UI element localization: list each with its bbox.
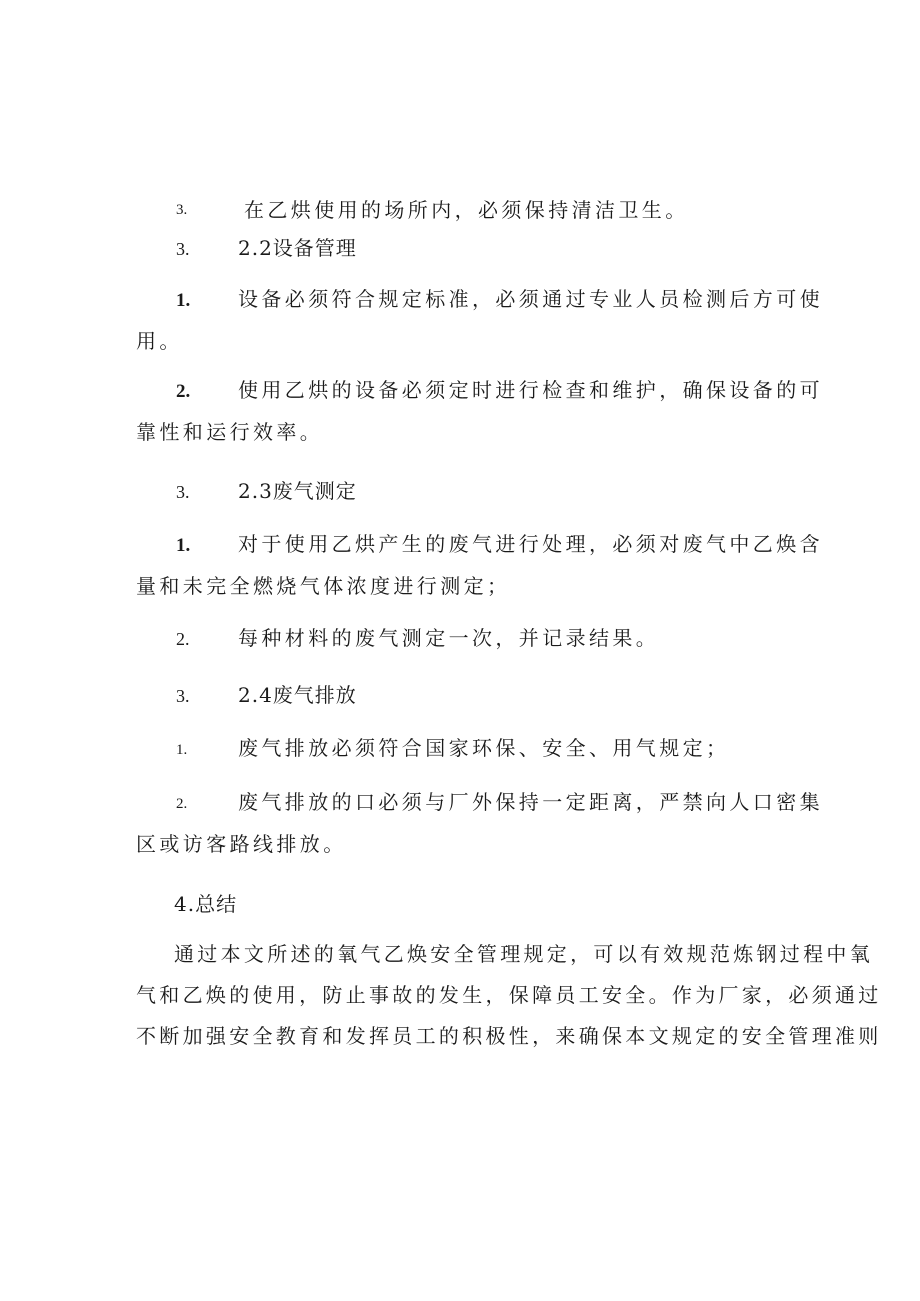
item-text-continuation: 区或访客路线排放。	[136, 832, 347, 856]
section-heading-2-3: 2.3废气测定	[238, 479, 357, 503]
item-text: 使用乙烘的设备必须定时进行检查和维护，确保设备的可	[238, 378, 823, 402]
item-number: 3.	[176, 482, 190, 502]
item-text-continuation: 量和未完全燃烧气体浓度进行测定；	[136, 574, 511, 598]
item-text-continuation: 用。	[136, 329, 183, 353]
item-number: 2.	[176, 629, 190, 649]
section-heading-2-2: 2.2设备管理	[238, 236, 357, 260]
item-text: 设备必须符合规定标准，必须通过专业人员检测后方可使	[238, 287, 823, 311]
item-number: 3.	[176, 202, 188, 218]
item-number: 1.	[176, 742, 188, 758]
item-text: 在乙烘使用的场所内，必须保持清洁卫生。	[244, 198, 689, 222]
item-number: 2.	[176, 381, 191, 402]
section-heading-2-4: 2.4废气排放	[238, 683, 357, 707]
item-number: 3.	[176, 686, 190, 706]
item-text-continuation: 靠性和运行效率。	[136, 420, 324, 444]
summary-line-3: 不断加强安全教育和发挥员工的积极性，来确保本文规定的安全管理准则	[136, 1024, 882, 1048]
item-text: 对于使用乙烘产生的废气进行处理，必须对废气中乙焕含	[238, 532, 823, 556]
summary-heading: 4.总结	[174, 892, 238, 916]
item-number: 3.	[176, 239, 190, 259]
item-text: 每种材料的废气测定一次，并记录结果。	[238, 626, 660, 650]
item-number: 1.	[176, 290, 191, 311]
summary-line-2: 气和乙焕的使用，防止事故的发生，保障员工安全。作为厂家，必须通过	[136, 983, 882, 1007]
item-number: 2.	[176, 796, 188, 812]
item-text: 废气排放的口必须与厂外保持一定距离，严禁向人口密集	[238, 790, 823, 814]
item-number: 1.	[176, 535, 191, 556]
summary-line-1: 通过本文所述的氧气乙焕安全管理规定，可以有效规范炼钢过程中氧	[174, 942, 873, 966]
item-text: 废气排放必须符合国家环保、安全、用气规定；	[238, 736, 730, 760]
